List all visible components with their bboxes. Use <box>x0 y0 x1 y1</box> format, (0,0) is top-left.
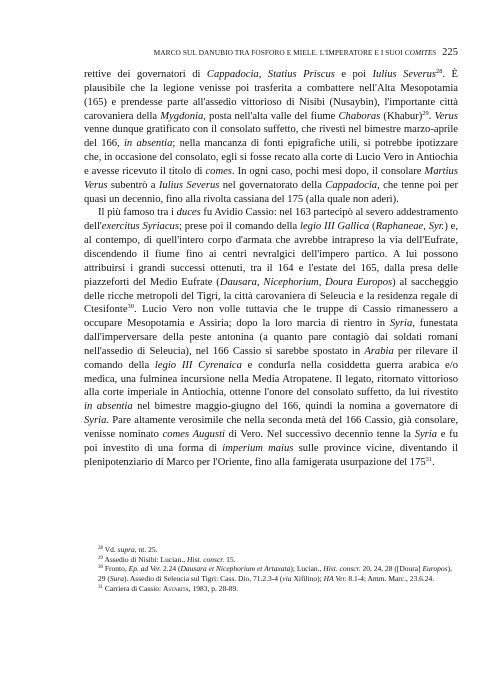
italic-run: via <box>282 574 292 584</box>
text-run: , funestata dall'imperversare della peste antonina (a quanto pare contagiò dai soldati romani nell'assedio di Seleucia), nel 166 Cassio si sarebbe spostato in <box>84 318 458 357</box>
text-run: e poi <box>334 69 373 80</box>
text-run: , <box>423 221 429 233</box>
italic-run: HA Ver. <box>323 574 347 584</box>
italic-run: imperium maius <box>222 442 294 454</box>
italic-run: legio III Cyrenaica <box>154 359 242 371</box>
italic-run: Chaboras <box>338 110 381 122</box>
text-run: e fu poi investito di una forma di <box>84 428 458 454</box>
italic-run: Iulius Severus <box>372 69 437 80</box>
running-head-italic: COMITES <box>404 48 437 57</box>
italic-run: in absentia <box>84 401 133 413</box>
text-run: ) e, al contempo, di quell'intero corpo d'armata che avrebbe intrapreso la via dell'Eufrate, discendendo il fiume fino ai centri nevralgici dell'impero partico. A lui possono attribuirsi i grandi successi ottenuti, tra il 164 e l'estate del 165, dalla presa delle piazzeforti del Medio Eufrate ( <box>84 221 459 288</box>
italic-run: Iulius Severus <box>158 179 220 191</box>
text-run: . <box>432 456 435 468</box>
footnote-30 <box>84 564 458 583</box>
footnote-ref: 31 <box>98 584 103 590</box>
italic-run: Mygdonia <box>160 110 204 122</box>
text-run: ; prese poi il comando della <box>178 221 301 233</box>
text-run: , 1983, p. 28-89. <box>188 583 239 593</box>
text-run: venne dunque gratificato con il consolato suffetto, che rivestì nel bimestre marzo-aprile del 166, <box>84 124 458 150</box>
text-run: nel bimestre maggio-giugno del 166, quindi la nomina a governatore di <box>132 401 458 413</box>
footnote-ref: 30 <box>98 565 103 571</box>
italic-run: Raphaneae <box>375 221 424 233</box>
text-run: e condurla nella cosiddetta guerra arabica e/o medica, una fulminea incursione nella Media Atropatene. Il legato, ritornato vittorioso alla corte imperiale in Antiochia, ottenne l'onore del consolato suffetto, da lui rivestito <box>84 359 458 399</box>
italic-run: comes <box>205 165 232 177</box>
text-run: . È plausibile che la legione venisse poi trasferita a combattere nell'Alta Mesopotamia (165) e prendesse parte all'assedio vittorioso di Nisibi (Nusaybin), l'importante città carovaniera della <box>84 69 458 122</box>
footnote-ref: 29 <box>98 555 103 561</box>
italic-run: Sura <box>109 574 125 584</box>
text-run: , che tenne poi per quasi un decennio, fino alla rivolta cassiana del 175 (alla quale non aderì). <box>84 179 458 205</box>
footnote-ref: 28 <box>436 68 443 75</box>
italic-run: in absentia <box>123 138 173 150</box>
italic-run: Europos <box>422 564 448 574</box>
italic-run: Arabia <box>364 345 394 357</box>
italic-run: Syria <box>389 318 413 330</box>
text-run: . <box>428 110 435 122</box>
footnote-ref: 30 <box>127 303 134 311</box>
footnote-31 <box>84 584 458 594</box>
paragraph-1 <box>84 68 458 206</box>
text-run: (Khabur) <box>380 110 423 122</box>
text-run: , <box>258 69 268 80</box>
text-run: Il più famoso tra i <box>98 207 177 219</box>
text-run: . Lucio Vero non volle tuttavia che le truppe di Cassio rimanessero a occupare Mesopotamia e Assiria; dopo la loro marcia di rientro in <box>84 304 458 330</box>
text-run: Astarita <box>163 583 189 593</box>
italic-run: legio III Gallica <box>300 221 370 233</box>
text-run: ) al saccheggio delle ricche metropoli del Tigri, la città carovaniera di Seleucia e la residenza regale di Ctesifonte <box>84 276 459 316</box>
italic-run: Doura Europos <box>325 276 393 288</box>
text-run: , <box>318 276 326 288</box>
italic-run: Hist. conscr. <box>323 564 361 574</box>
footnote-ref: 31 <box>425 455 433 463</box>
text-run: nel governatorato della <box>219 179 326 191</box>
text-run: Carriera di Cassio: <box>103 583 163 593</box>
body-text <box>84 68 458 469</box>
text-run: 20, 24, 28 ([Doura] <box>360 564 423 574</box>
italic-run: exercitus Syriacus <box>101 221 179 233</box>
italic-run: Nicephorium <box>263 276 319 288</box>
italic-run: supra <box>117 545 135 554</box>
italic-run: comes Augusti <box>162 428 225 440</box>
italic-run: duces <box>176 207 201 219</box>
footnote-ref: 29 <box>422 109 429 117</box>
italic-run: Cappadocia <box>325 179 378 191</box>
italic-run: Cappadocia <box>206 69 259 80</box>
text-run: Fronto, <box>103 564 129 574</box>
italic-run: Dausara et Nicephorium et Artaxata <box>180 564 291 574</box>
text-run: fu Avidio Cassio: nel 163 partecipò al severo addestramento dell' <box>84 207 458 233</box>
italic-run: Hist. conscr. <box>186 554 225 564</box>
text-run: ), 29 ( <box>98 564 452 584</box>
italic-run: Syria <box>414 428 438 440</box>
italic-run: Dausara <box>219 276 257 288</box>
text-run: 8.1-4; Amm. Marc., 23.6.24. <box>346 574 435 584</box>
italic-run: Syria <box>84 415 107 427</box>
text-run: di Vero. Nel successivo decennio tenne la <box>224 428 415 440</box>
text-run: . In ogni caso, pochi mesi dopo, il consolare <box>231 165 425 177</box>
text-run: , nt. 25. <box>134 545 158 554</box>
text-run: . Pare altamente verosimile che nella seconda metà del 166 Cassio, già consolare, venisse nominato <box>84 415 458 440</box>
text-run: ( <box>369 221 376 233</box>
italic-run: Verus <box>434 110 458 122</box>
text-run: , posta nell'alta valle del fiume <box>203 110 339 122</box>
italic-run: Martius Verus <box>84 165 458 191</box>
text-run: 15. <box>224 554 236 564</box>
text-run: per rilevare il comando della <box>84 345 458 371</box>
text-run: 2.24 ( <box>161 564 181 574</box>
footnote-28 <box>84 545 458 555</box>
page-number: 225 <box>442 47 458 58</box>
italic-run: Statius Priscus <box>267 69 335 80</box>
footnotes <box>84 545 458 594</box>
italic-run: Syr. <box>428 221 445 233</box>
text-run: , <box>256 276 264 288</box>
running-head <box>112 47 458 58</box>
text-run: Assedio di Nisibi: Lucian., <box>103 554 187 564</box>
text-run: ); Lucian., <box>290 564 324 574</box>
text-run: Vd. <box>103 545 118 554</box>
footnote-ref: 28 <box>98 546 103 551</box>
text-run: sulle province vicine, diventando il plenipotenziario di Marco per l'Oriente, fino alla famigerata usurpazione del 175 <box>84 442 458 468</box>
paragraph-2 <box>84 206 458 469</box>
text-run: ; nella mancanza di fonti epigrafiche utili, si potrebbe ipotizzare che, in occasione del consolato, egli si fosse recato alla corte di Lucio Vero in Antiochia e avesse ricevuto il titolo di <box>84 138 458 177</box>
text-run: rettive dei governatori di <box>84 69 207 80</box>
text-run: subentrò a <box>107 179 159 191</box>
footnote-29 <box>84 555 458 565</box>
text-run: Xifilino); <box>291 574 324 584</box>
running-head-text: MARCO SUL DANUBIO TRA FOSFORO E MIELE. L'IMPERATORE E I SUOI <box>153 48 403 57</box>
italic-run: Ep. ad Ver. <box>128 564 162 574</box>
text-run: ). Assedio di Seleucia sul Tigri: Cass. Dio, 71.2.3-4 ( <box>124 574 283 584</box>
